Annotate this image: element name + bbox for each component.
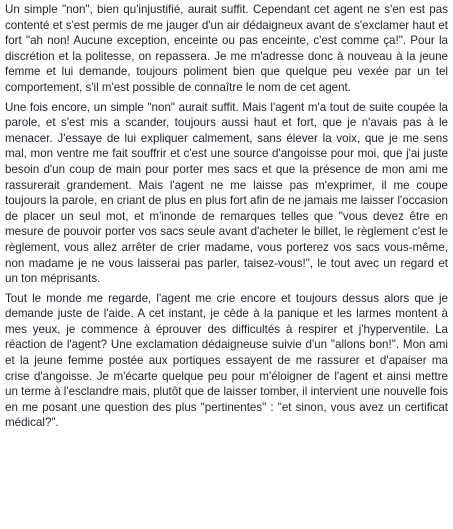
post-paragraph: Une fois encore, un simple "non" aurait suffit. Mais l'agent m'a tout de suite coupée la parole, et s'est mis a scander, toujours aussi haut et fort, que je n'avais pas à le menacer. J'essaye de lui expliquer calmement, sans élever la voix, que je me sens mal, mon ventre me fait souffrir et c'est une source d'angoisse pour moi, que j'ai juste besoin d'un coup de main pour porter mes sacs et que la présence de mon ami me rassurerait grandement. Mais l'agent ne me laisse pas m'exprimer, il me coupe toujours la parole, en criant de plus en plus fort afin de ne jamais me laisser l'occasion de placer un seul mot, et m'inonde de remarques telles que "vous devez être en mesure de pouvoir porter vos sacs seule avant d'acheter le billet, le règlement c'est le règlement, vous allez arrêter de crier madame, vous porterez vos sacs vous-même, non madame je ne vous laisserai pas parler, taisez-vous!", le tout avec un regard et un ton méprisants.	[5, 100, 448, 286]
post-paragraph: Tout le monde me regarde, l'agent me crie encore et toujours dessus alors que je demande juste de l'aide. A cet instant, je cède à la panique et les larmes montent à mes yeux, je commence à éprouver des difficultés à respirer et j'hyperventile. La réaction de l'agent? Une exclamation dédaigneuse suivie d'un "allons bon!". Mon ami et la jeune femme postée aux portiques essayent de me rassurer et d'apaiser ma crise d'angoisse. Je m'écarte quelque peu pour m'éloigner de l'agent et ainsi mettre un terme à l'esclandre mais, plutôt que de laisser tomber, il intervient une nouvelle fois en me posant une question des plus "pertinentes" : "et sinon, vous avez un certificat médical?".	[5, 291, 448, 430]
post-paragraph: Un simple "non", bien qu'injustifié, aurait suffit. Cependant cet agent ne s'en est pas contenté et s'est permis de me jauger d'un air dédaigneux avant de s'exclamer haut et fort "ah non! Aucune exception, enceinte ou pas enceinte, c'est comme ça!". Pour la discrétion et la politesse, on repassera. Je me m'adresse donc à nouveau à la jeune femme et lui demande, toujours poliment bien que quelque peu vexée par un tel comportement, s'il m'est possible de connaître le nom de cet agent.	[5, 3, 448, 94]
